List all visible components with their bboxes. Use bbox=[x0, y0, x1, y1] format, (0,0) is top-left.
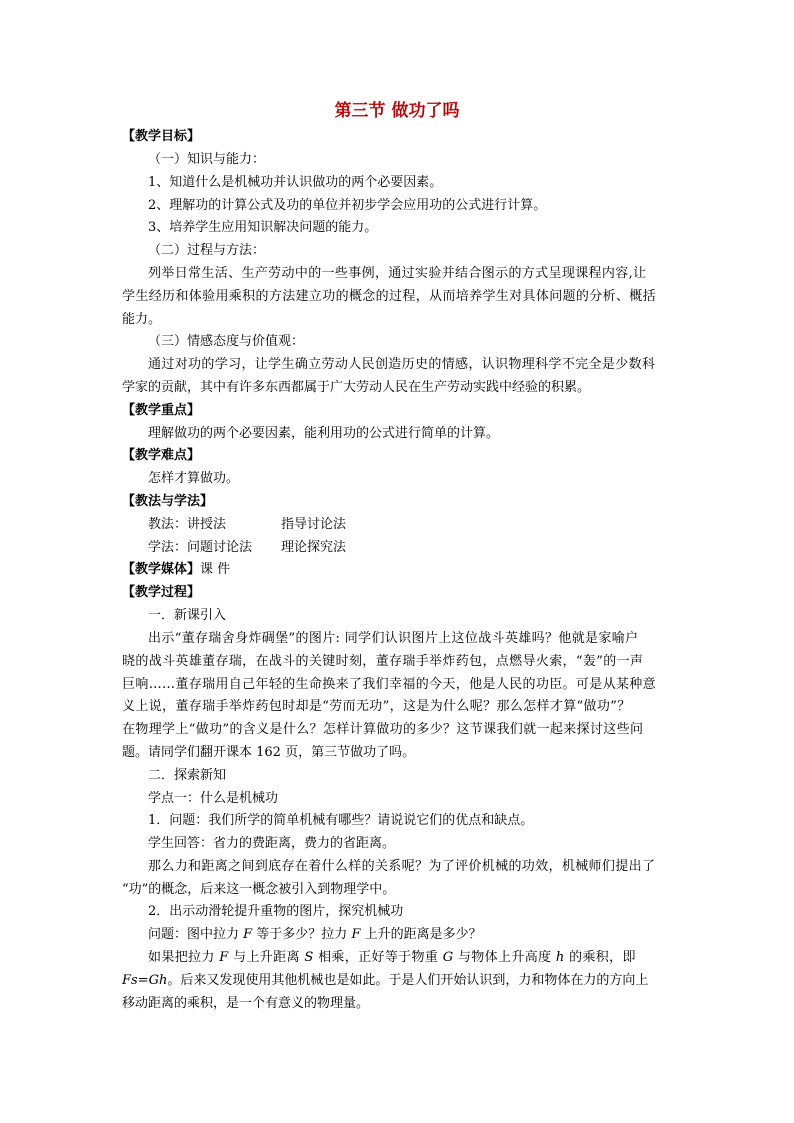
difficulty-heading: 【教学难点】 bbox=[122, 448, 201, 463]
learning-method-extra: 理论探究法 bbox=[281, 540, 347, 555]
pulley-question: 问题：图中拉力 F 等于多少？拉力 F 上升的距离是多少？ bbox=[148, 927, 482, 942]
intro-line: 题。请同学们翻开课本 162 页，第三节做功了吗。 bbox=[122, 745, 416, 760]
knowledge-item-3: 3、培养学生应用知识解决问题的能力。 bbox=[148, 220, 378, 235]
media-text: 课 件 bbox=[200, 562, 231, 577]
product-line-3: 移动距离的乘积，是一个有意义的物理量。 bbox=[122, 996, 370, 1011]
weight-symbol: G bbox=[442, 950, 454, 965]
explore-heading: 二．探索新知 bbox=[148, 768, 227, 783]
height-symbol: h bbox=[555, 950, 565, 965]
student-answer: 学生回答：省力的费距离，费力的省距离。 bbox=[148, 836, 396, 851]
attitude-line: 学家的贡献，其中有许多东西都属于广大劳动人民在生产劳动实践中经验的积累。 bbox=[122, 380, 591, 395]
intro-line: 义上说，董存瑞手举炸药包时却是“劳而无功”，这是为什么呢？那么怎样才算“做功”？ bbox=[122, 699, 631, 714]
distance-symbol: S bbox=[304, 950, 314, 965]
process-method-line: 能力。 bbox=[122, 312, 162, 327]
knowledge-heading: （一）知识与能力： bbox=[148, 152, 266, 167]
force-symbol: F bbox=[351, 927, 361, 942]
force-symbol: F bbox=[219, 950, 229, 965]
intro-line: 出示“董存瑞舍身炸碉堡”的图片: 同学们认识图片上这位战斗英雄吗？他就是家喻户 bbox=[148, 631, 639, 646]
product-line-2: Fs=Gh。后来又发现使用其他机械也是如此。于是人们开始认识到，力和物体在力的方向上 bbox=[122, 973, 649, 988]
difficulty-text: 怎样才算做功。 bbox=[148, 471, 240, 486]
methods-heading: 【教法与学法】 bbox=[122, 494, 214, 509]
study-point-1: 学点一：什么是机械功 bbox=[148, 791, 279, 806]
teaching-method: 教法：讲授法 bbox=[148, 517, 227, 532]
question-2: 2．出示动滑轮提升重物的图片，探究机械功 bbox=[148, 904, 404, 919]
intro-heading: 一．新课引入 bbox=[148, 608, 227, 623]
product-line-1: 如果把拉力 F 与上升距离 S 相乘，正好等于物重 G 与物体上升高度 h 的乘积，即 bbox=[148, 950, 636, 965]
force-distance-line: “功”的概念，后来这一概念被引入到物理学中。 bbox=[122, 882, 396, 897]
intro-line: 晓的战斗英雄董存瑞，在战斗的关键时刻，董存瑞手举炸药包，点燃导火索，“轰”的一声 bbox=[122, 654, 644, 669]
learning-method: 学法：问题讨论法 bbox=[148, 540, 253, 555]
process-method-line: 学生经历和体验用乘积的方法建立功的概念的过程，从而培养学生对具体问题的分析、概括 bbox=[122, 289, 657, 304]
intro-line: 在物理学上“做功”的含义是什么？怎样计算做功的多少？这节课我们就一起来探讨这些问 bbox=[122, 722, 644, 737]
key-points-text: 理解做功的两个必要因素，能利用功的公式进行简单的计算。 bbox=[148, 426, 500, 441]
attitude-line: 通过对功的学习，让学生确立劳动人民创造历史的情感，认识物理科学不完全是少数科 bbox=[148, 357, 656, 372]
teaching-goals-heading: 【教学目标】 bbox=[122, 129, 201, 144]
teaching-method-extra: 指导讨论法 bbox=[281, 517, 347, 532]
work-formula: Fs=Gh bbox=[122, 973, 168, 988]
knowledge-item-1: 1、知道什么是机械功并认识做功的两个必要因素。 bbox=[148, 175, 443, 190]
media-line bbox=[122, 561, 230, 579]
intro-line: 巨响……董存瑞用自己年轻的生命换来了我们幸福的今天，他是人民的功臣。可是从某种意 bbox=[122, 677, 657, 692]
force-distance-line: 那么力和距离之间到底存在着什么样的关系呢？为了评价机械的功效，机械师们提出了 bbox=[148, 859, 656, 874]
lesson-title: 第三节 做功了吗 bbox=[334, 101, 460, 121]
process-method-heading: （二）过程与方法： bbox=[148, 243, 266, 258]
force-symbol: F bbox=[243, 927, 253, 942]
media-heading: 【教学媒体】 bbox=[122, 562, 201, 577]
process-method-line: 列举日常生活、生产劳动中的一些事例，通过实验并结合图示的方式呈现课程内容,让 bbox=[148, 266, 647, 281]
key-points-heading: 【教学重点】 bbox=[122, 403, 201, 418]
knowledge-item-2: 2、理解功的计算公式及功的单位并初步学会应用功的公式进行计算。 bbox=[148, 198, 547, 213]
process-heading: 【教学过程】 bbox=[122, 585, 201, 600]
question-1: 1．问题：我们所学的简单机械有哪些？请说说它们的优点和缺点。 bbox=[148, 813, 534, 828]
attitude-heading: （三）情感态度与价值观： bbox=[148, 334, 305, 349]
